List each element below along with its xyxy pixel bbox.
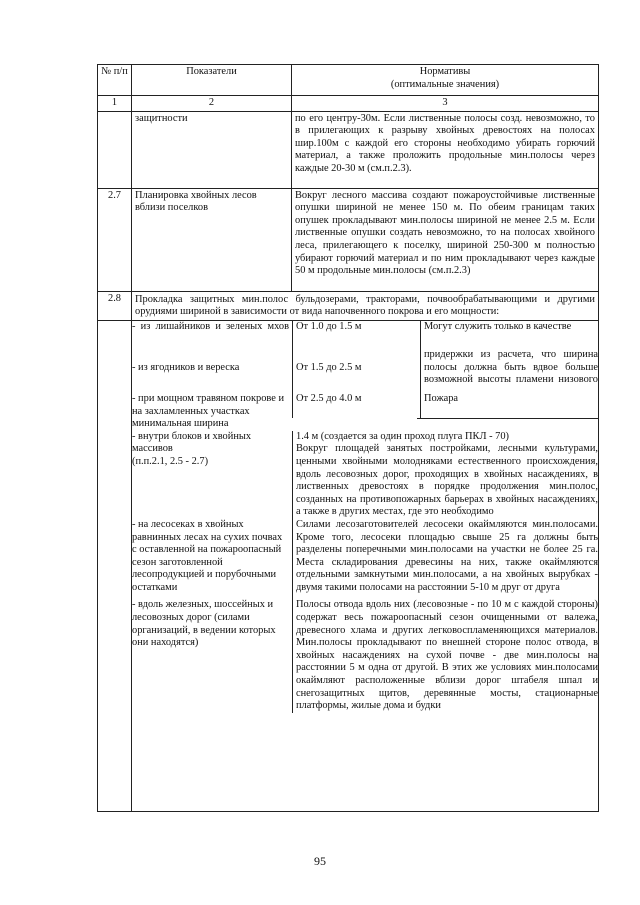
note-line-1: Могут служить только в качестве [420, 321, 598, 342]
moss-label: - из лишайников и зеленых мхов [132, 320, 289, 332]
header-norms-subtitle: (оптимальные значения) [390, 78, 500, 90]
spacer [292, 418, 420, 431]
row-indicator: защитности [132, 111, 292, 188]
page-number: 95 [314, 854, 326, 868]
table-header-row [98, 65, 599, 96]
row-number: 2.7 [98, 188, 132, 291]
table-row [98, 188, 599, 291]
table-row [98, 320, 599, 811]
grass-label: - при мощном травяном покрове и на захламленных участках [132, 392, 285, 417]
grass-value: От 2.5 до 4.0 м [292, 387, 420, 418]
note-line-5: Пожара [420, 387, 598, 418]
spacer [132, 342, 292, 362]
header-number: № п/п [98, 65, 132, 96]
blocks-ref: (п.п.2.1, 2.5 - 2.7) [132, 455, 209, 467]
min-width-label: минимальная ширина [132, 418, 229, 430]
blocks-norm [292, 431, 598, 519]
note-line-2: придержки из расчета, что ширина [420, 342, 598, 362]
normatives-table [97, 64, 599, 812]
row-norm: по его центру-30м. Если лиственные полосы созд. невозможно, то в прилегающих к разрыву хвойных древостоях на полосах шир.100м с каждой его стороны необходимо убирать горючий материал, а также проложить продольные мин.полосы через каждые 20-30 м (см.п.2.3). [292, 111, 599, 188]
roads-label: - вдоль железных, шоссейных и лесовозных дорог (силами организаций, в ведении которых они находятся) [132, 599, 276, 649]
row-indicator: Планировка хвойных лесов вблизи поселков [132, 188, 292, 291]
note-line-4: возможной высоты пламени низового [420, 374, 598, 387]
column-number-1: 1 [98, 96, 132, 112]
row-subtable [132, 320, 599, 811]
table-row [98, 111, 599, 188]
table-row [98, 291, 599, 320]
header-norms [292, 65, 599, 96]
header-norms-title: Нормативы [419, 66, 471, 77]
spacer [292, 342, 420, 362]
blocks-label: - внутри блоков и хвойных массивов [132, 430, 252, 455]
header-indicators: Показатели [132, 65, 292, 96]
cutting-text: Силами лесозаготовителей лесосеки окаймляются мин.полосами. Кроме того, лесосеки площадью свыше 25 га должны быть разделены поперечными мин.полосами на участки не более 25 га. Места складирования древесины на них, также окаймляются отдельными замкнутыми мин.полосами, а на хвойных вырубках - двумя такими полосами на расстоянии 5-10 м друг от друга [292, 519, 598, 595]
column-number-2: 2 [132, 96, 292, 112]
blocks-label-cell [132, 431, 292, 519]
note-line-3: полосы должна быть вдвое больше [420, 362, 598, 375]
cutting-label: - на лесосеках в хвойных равнинных лесах на сухих почвах с оставленной на пожароопасный сезон заготовленной лесопродукцией и порубочными остатками [132, 518, 283, 593]
column-number-row [98, 96, 599, 112]
row-number [98, 320, 132, 811]
spacer [292, 374, 420, 387]
subtable-grid [132, 321, 598, 713]
row-title: Прокладка защитных мин.полос бульдозерами, тракторами, почвообрабатывающими и другими орудиями шириной в зависимости от вида напочвенного покрова и его мощности: [132, 291, 599, 320]
spacer [417, 418, 598, 431]
roads-text: Полосы отвода вдоль них (лесовозные - по 10 м с каждой стороны) содержат весь пожароопасный сезон очищенными от валежа, древесного хлама и других легковоспламеняющихся материалов. Мин.полосы прокладывают по внешней стороне полос отвода, в хвойных насаждениях на сухой почве - две мин.полосы на расстоянии 5 м одна от другой. В этих же условиях мин.полосами окаймляют расположенные вблизи дорог штабеля шпал и снегозащитных щитов, деревянные мосты, стационарные платформы, жилые дома и будки [292, 594, 598, 712]
blocks-value: 1.4 м (создается за один проход плуга ПКЛ - 70) [296, 430, 509, 442]
spacer [132, 374, 292, 387]
row-number [98, 111, 132, 188]
row-norm: Вокруг лесного массива создают пожароустойчивые лиственные опушки шириной не менее 150 м. По обеим границам таких опушек прокладывают мин.полосы шириной не менее 2.5 м. Если лиственные опушки создать невозможно, то на полосах хвойного леса, прилегающего к поселку, шириной 250-300 м полностью убирают горючий материал и по ним прокладывают через каждые 50 м продольные мин.полосы (см.п.2.3) [292, 188, 599, 291]
blocks-text: Вокруг площадей занятых постройками, лесными культурами, ценными хвойными молодняками естественного происхождения, вдоль лесовозных дорог, проходящих в хвойных насаждениях, в лиственных древостоях в порядке продолжения мин.полос, созданных на противопожарных барьерах в хвойных насаждениях, а также в других местах, где это необходимо [296, 443, 598, 518]
berry-value: От 1.5 до 2.5 м [292, 362, 420, 375]
column-number-3: 3 [292, 96, 599, 112]
berry-label: - из ягодников и вереска [132, 361, 240, 373]
row-number: 2.8 [98, 291, 132, 320]
moss-value: От 1.0 до 1.5 м [292, 321, 420, 342]
